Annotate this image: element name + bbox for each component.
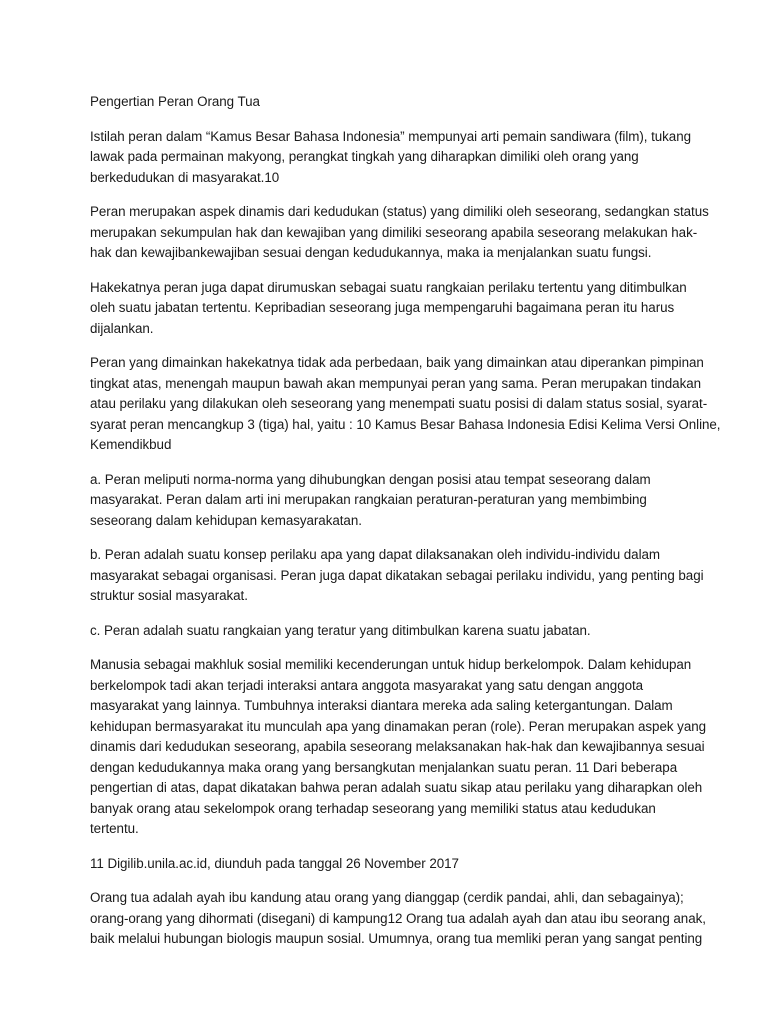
paragraph-line: Orang tua adalah ayah ibu kandung atau orang yang dianggap (cerdik pandai, ahli, dan sebagainya); [90,890,684,905]
paragraph-line: kehidupan bermasyarakat itu munculah apa yang dinamakan peran (role). Peran merupakan aspek yang [90,718,707,734]
paragraph-line: tingkat atas, menengah maupun bawah akan mempunyai peran yang sama. Peran merupakan tindakan [90,375,702,391]
paragraph-line: berkedudukan di masyarakat.10 [90,169,280,185]
paragraph-line: Peran yang dimainkan hakekatnya tidak ada perbedaan, baik yang dimainkan atau diperankan pimpinan [90,355,704,370]
paragraph-line: dijalankan. [90,320,154,336]
paragraph-line: oleh suatu jabatan tertentu. Kepribadian seseorang juga mempengaruhi bagaimana peran itu harus [90,300,675,315]
document-title: Pengertian Peran Orang Tua [90,94,260,109]
paragraph-line: pengertian di atas, dapat dikatakan bahwa peran adalah suatu sikap atau perilaku yang diharapkan oleh [90,780,703,795]
paragraph-line: syarat peran mencangkup 3 (tiga) hal, yaitu : 10 Kamus Besar Bahasa Indonesia Edisi Kelima Versi Online, [90,416,721,432]
paragraph-10 [90,888,706,950]
paragraph-line: baik melalui hubungan biologis maupun sosial. Umumnya, orang tua memliki peran yang sangat penting [90,931,703,946]
paragraph-line: lawak pada permainan makyong, perangkat tingkah yang diharapkan dimiliki oleh orang yang [90,149,639,164]
paragraph-line: dengan kedudukannya maka orang yang bersangkutan menjalankan suatu peran. 11 Dari beberapa [90,759,678,775]
paragraph-line: berkelompok tadi akan terjadi interaksi antara anggota masyarakat yang satu dengan anggota [90,677,644,693]
paragraph-line: Peran merupakan aspek dinamis dari kedudukan (status) yang dimiliki oleh seseorang, sedangkan status [90,204,709,219]
paragraph-7 [90,621,690,642]
paragraph-line: merupakan sekumpulan hak dan kewajiban yang dimiliki seseorang apabila seseorang melakukan hak- [90,224,698,240]
paragraph-line: masyarakat. Peran dalam arti ini merupakan rangkaian peraturan-peraturan yang membimbing [90,492,647,507]
paragraph-line: seseorang dalam kehidupan kemasyarakatan. [90,512,362,528]
paragraph-line: orang-orang yang dihormati (disegani) di kampung12 Orang tua adalah ayah dan atau ibu seorang anak, [90,910,706,926]
paragraph-8 [90,655,707,840]
paragraph-line: b. Peran adalah suatu konsep perilaku apa yang dapat dilaksanakan oleh individu-individu dalam [90,547,661,562]
paragraph-line: struktur sosial masyarakat. [90,588,248,603]
paragraph-5 [90,470,690,532]
paragraph-line: Kemendikbud [90,437,172,452]
paragraph-line: Hakekatnya peran juga dapat dirumuskan sebagai suatu rangkaian perilaku tertentu yang ditimbulkan [90,279,687,295]
footnote-line: 11 Digilib.unila.ac.id, diunduh pada tanggal 26 November 2017 [90,855,459,871]
paragraph-1 [90,127,690,189]
paragraph-line: masyarakat sebagai organisasi. Peran juga dapat dikatakan sebagai perilaku individu, yang penting bagi [90,567,704,583]
paragraph-line: hak dan kewajibankewajiban sesuai dengan kedudukannya, maka ia menjalankan suatu fungsi. [90,245,652,260]
paragraph-line: atau perilaku yang dilakukan oleh seseorang yang menempati suatu posisi di dalam status sosial, syarat- [90,396,708,411]
paragraph-line: c. Peran adalah suatu rangkaian yang teratur yang ditimbulkan karena suatu jabatan. [90,622,591,638]
paragraph-6 [90,545,704,607]
paragraph-4 [90,353,721,456]
paragraph-line: masyarakat yang lainnya. Tumbuhnya interaksi diantara mereka ada saling ketergantungan. Dalam [90,698,673,713]
paragraph-line: a. Peran meliputi norma-norma yang dihubungkan dengan posisi atau tempat seseorang dalam [90,471,651,487]
paragraph-2 [90,202,709,264]
paragraph-line: Manusia sebagai makhluk sosial memiliki kecenderungan untuk hidup berkelompok. Dalam kehidupan [90,657,692,672]
footnote-paragraph [90,854,690,875]
paragraph-3 [90,278,690,340]
paragraph-line: banyak orang atau sekelompok orang terhadap seseorang yang memiliki status atau kedudukan [90,800,656,816]
paragraph-line: dinamis dari kedudukan seseorang, apabila seseorang melaksanakan hak-hak dan kewajibannya sesuai [90,739,705,754]
paragraph-line: Istilah peran dalam “Kamus Besar Bahasa Indonesia” mempunyai arti pemain sandiwara (film), tukang [90,128,691,144]
paragraph-line: tertentu. [90,821,139,836]
document-page [90,92,721,964]
